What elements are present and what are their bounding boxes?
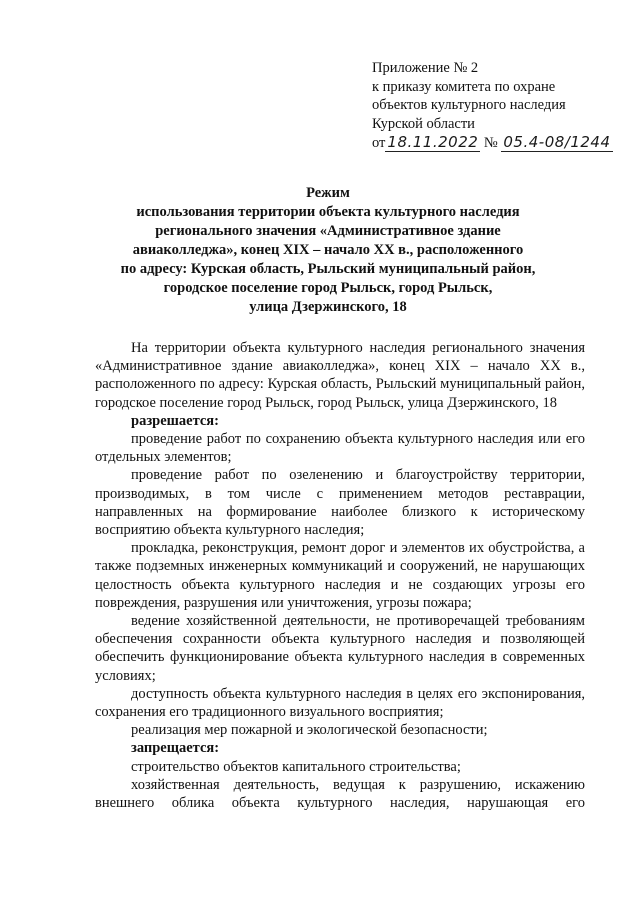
title-line-3: регионального значения «Административное здание (155, 223, 501, 239)
title-line-4: авиаколледжа», конец XIX – начало XX в., расположенного (132, 242, 524, 258)
title-line-2: использования территории объекта культурного наследия (136, 204, 520, 220)
order-date-handwritten: 18.11.2022 (387, 133, 479, 151)
allowed-item: прокладка, реконструкция, ремонт дорог и элементов их обустройства, а также подземных инженерных коммуникаций и сооружений, не нарушающих целостность объекта культурного наследия и не создающих угрозы его повреждения, разрушения или уничтожения, угрозы пожара; (95, 540, 585, 611)
allowed-item: доступность объекта культурного наследия в целях его экспонирования, сохранения его традиционного визуального восприятия; (95, 685, 585, 721)
title-line-6: городское поселение город Рыльск, город Рыльск, (163, 280, 493, 296)
forbidden-item: хозяйственная деятельность, ведущая к разрушению, искажению внешнего облика объекта культурного наследия, нарушающая его (95, 776, 585, 812)
forbidden-item: строительство объектов капитального строительства; (131, 758, 461, 775)
annex-line-committee: объектов культурного наследия (372, 97, 566, 113)
document-body (95, 339, 585, 812)
intro-paragraph: На территории объекта культурного наследия регионального значения «Административное здание авиаколледжа», конец XIX – начало XX в., расположенного по адресу: Курская область, Рыльский муниципальный район, городское поселение город Рыльск, город Рыльск, улица Дзержинского, 18 (95, 340, 585, 411)
title-line-7: улица Дзержинского, 18 (249, 299, 407, 315)
allowed-item: реализация мер пожарной и экологической безопасности; (131, 722, 488, 739)
order-prefix: от (372, 135, 386, 151)
annex-line-region: Курской области (372, 115, 475, 132)
title-line-5: по адресу: Курская область, Рыльский муниципальный район, (120, 261, 536, 277)
annex-order-line (372, 133, 632, 153)
annex-block (372, 59, 632, 153)
order-number-label: № (483, 135, 498, 151)
allowed-label: разрешается: (131, 412, 219, 429)
allowed-item: проведение работ по сохранению объекта культурного наследия или его отдельных элементов; (95, 431, 585, 466)
annex-title: Приложение № 2 (372, 60, 479, 76)
order-number-handwritten: 05.4-08/1244 (503, 133, 611, 151)
annex-line-order-ref: к приказу комитета по охране (372, 78, 556, 95)
document-title (92, 184, 564, 317)
allowed-item: проведение работ по озеленению и благоустройству территории, производимых, в том числе с применением методов реставрации, направленных на формирование наиболее близкого к историческому восприятию объекта культурного наследия; (95, 467, 585, 539)
forbidden-label: запрещается: (131, 740, 220, 757)
title-line-1: Режим (306, 185, 350, 201)
allowed-item: ведение хозяйственной деятельности, не противоречащей требованиям обеспечения сохранности объекта культурного наследия и позволяющей обеспечить функционирование объекта культурного наследия в современных условиях; (95, 613, 585, 684)
